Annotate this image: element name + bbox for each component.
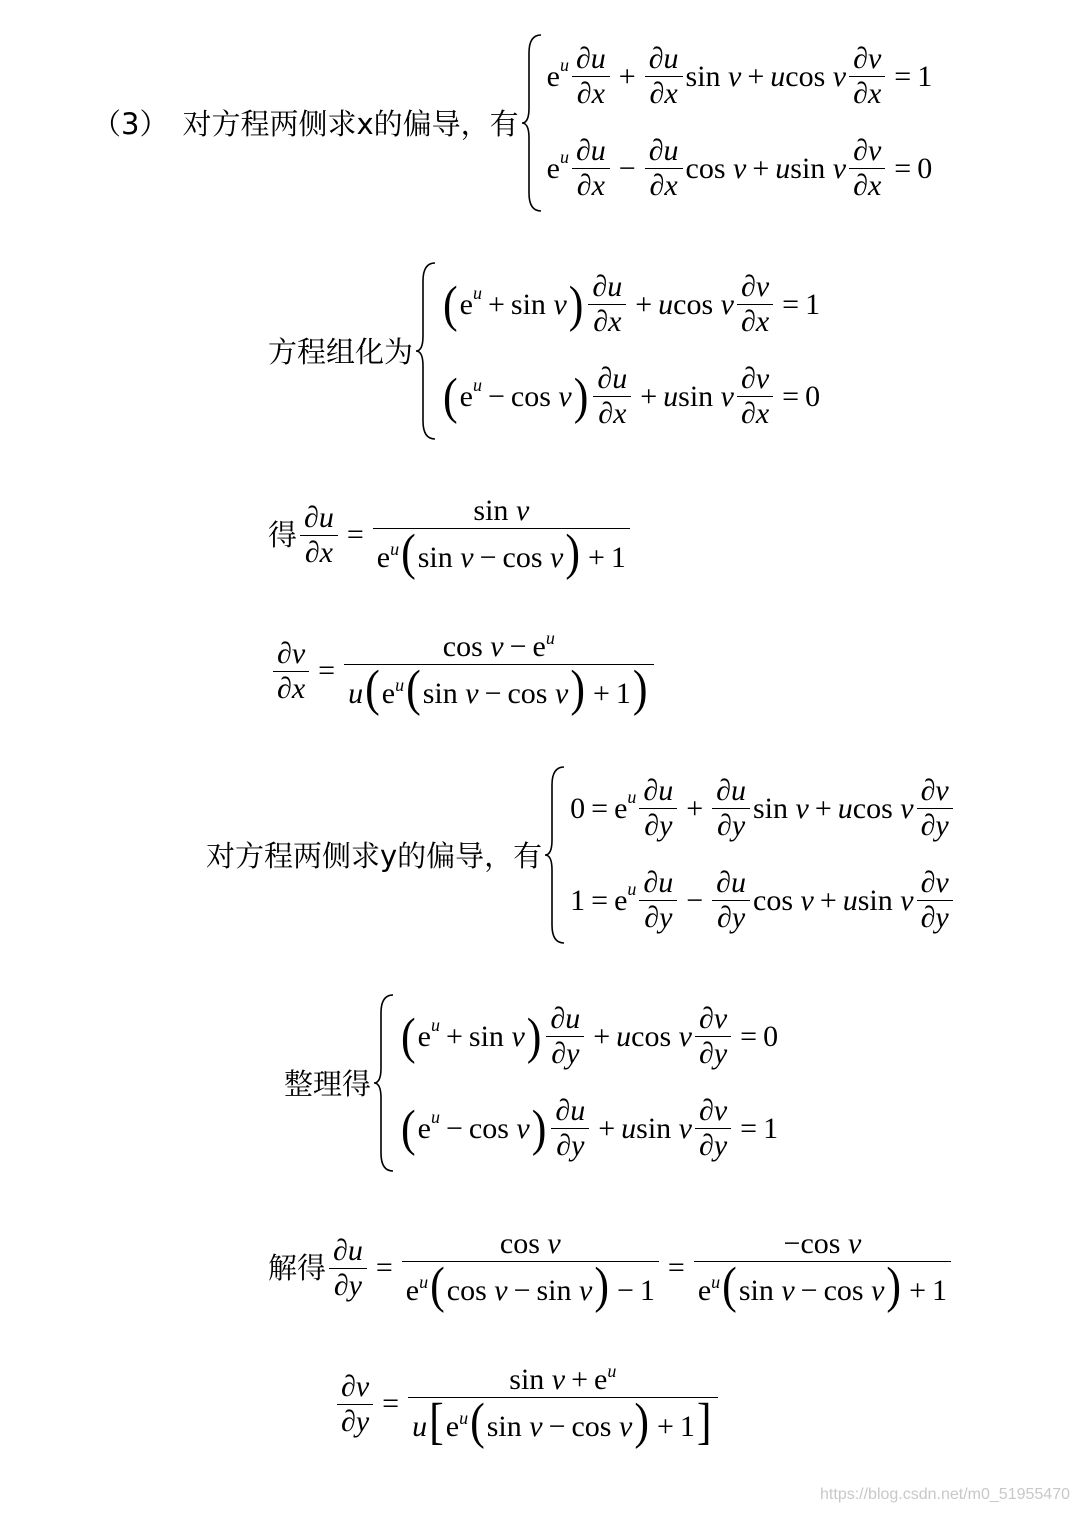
left-brace-icon: [415, 261, 437, 441]
intro-y-text: 对方程两侧求y的偏导，有: [206, 839, 543, 873]
x-derivative-system: [92, 30, 932, 215]
equation-row: e $^u$ $\frac{\partial u}{\partial x}$ − $\frac{\partial u}{\partial x}$ cos v + u sin v $\frac{\partial v}{\partial x}$ = 0: [546, 134, 933, 202]
equation-row: ( e $^u$ − cos v ) $\frac{\partial u}{\partial x}$ + u sin v $\frac{\partial v}{\partial x}$ = 0: [443, 362, 821, 430]
du-dy-result: 解得 $\frac{\partial u}{\partial y}$ = $\frac{\text{cos v}}{e^u(\cos v - \sin v) - 1}$ = $\frac{\text{−cos v}}{e^u(\sin v - \cos v) + 1}$: [268, 1222, 954, 1314]
solve-y-text: 解得: [268, 1250, 327, 1285]
dv-dy-result: $\frac{\partial v}{\partial y}$ = $\frac{\sin v + e^u}{u[e^u(\sin v - \cos v) + 1]}$: [334, 1358, 721, 1450]
intro-x-text: 对方程两侧求x的偏导，有: [182, 107, 519, 141]
equation-system: [399, 991, 778, 1175]
equation-row: ( e $^u$ + sin v ) $\frac{\partial u}{\partial y}$ + u cos v $\frac{\partial v}{\partial y}$ = 0: [401, 1002, 779, 1070]
equation-system: [441, 259, 820, 443]
equation-row: e $^u$ $\frac{\partial u}{\partial x}$ + $\frac{\partial u}{\partial x}$ sin v + u cos v $\frac{\partial v}{\partial x}$ = 1: [546, 42, 933, 110]
equation-row: 1 = e $^u$ $\frac{\partial u}{\partial y}$ − $\frac{\partial u}{\partial y}$ cos v + u sin v $\frac{\partial v}{\partial y}$: [570, 855, 956, 947]
left-brace-icon: [544, 765, 566, 945]
equation-row: 0 = e $^u$ $\frac{\partial u}{\partial y}$ + $\frac{\partial u}{\partial y}$ sin v + u cos v $\frac{\partial v}{\partial y}$: [570, 763, 956, 855]
dv-dx-result: $\frac{\partial v}{\partial x}$ = $\frac{\cos v - e^u}{u(e^u(\sin v - \cos v) + 1)}$: [270, 625, 657, 717]
get-x-text: 得: [268, 517, 298, 552]
x-reduced-system: [268, 258, 820, 443]
y-reduced-system: [284, 990, 778, 1175]
y-derivative-system: [206, 762, 956, 947]
equation-row: ( e $^u$ − cos v ) $\frac{\partial u}{\partial y}$ + u sin v $\frac{\partial v}{\partial y}$ = 1: [401, 1094, 779, 1162]
part-label: （3）: [92, 107, 169, 141]
left-brace-icon: [521, 33, 543, 213]
reduce-x-text: 方程组化为: [268, 335, 414, 369]
watermark: https://blog.csdn.net/m0_51955470: [820, 1486, 1070, 1503]
left-brace-icon: [373, 993, 395, 1173]
equation-row: ( e $^u$ + sin v ) $\frac{\partial u}{\partial x}$ + u cos v $\frac{\partial v}{\partial x}$ = 1: [443, 270, 821, 338]
equation-system: [570, 763, 956, 947]
du-dx-result: 得 $\frac{\partial u}{\partial x}$ = $\frac{\text{sin v}}{e^u(\sin v - \cos v) + 1}$: [268, 490, 633, 580]
equation-system: [547, 31, 933, 215]
reduce-y-text: 整理得: [284, 1067, 372, 1101]
